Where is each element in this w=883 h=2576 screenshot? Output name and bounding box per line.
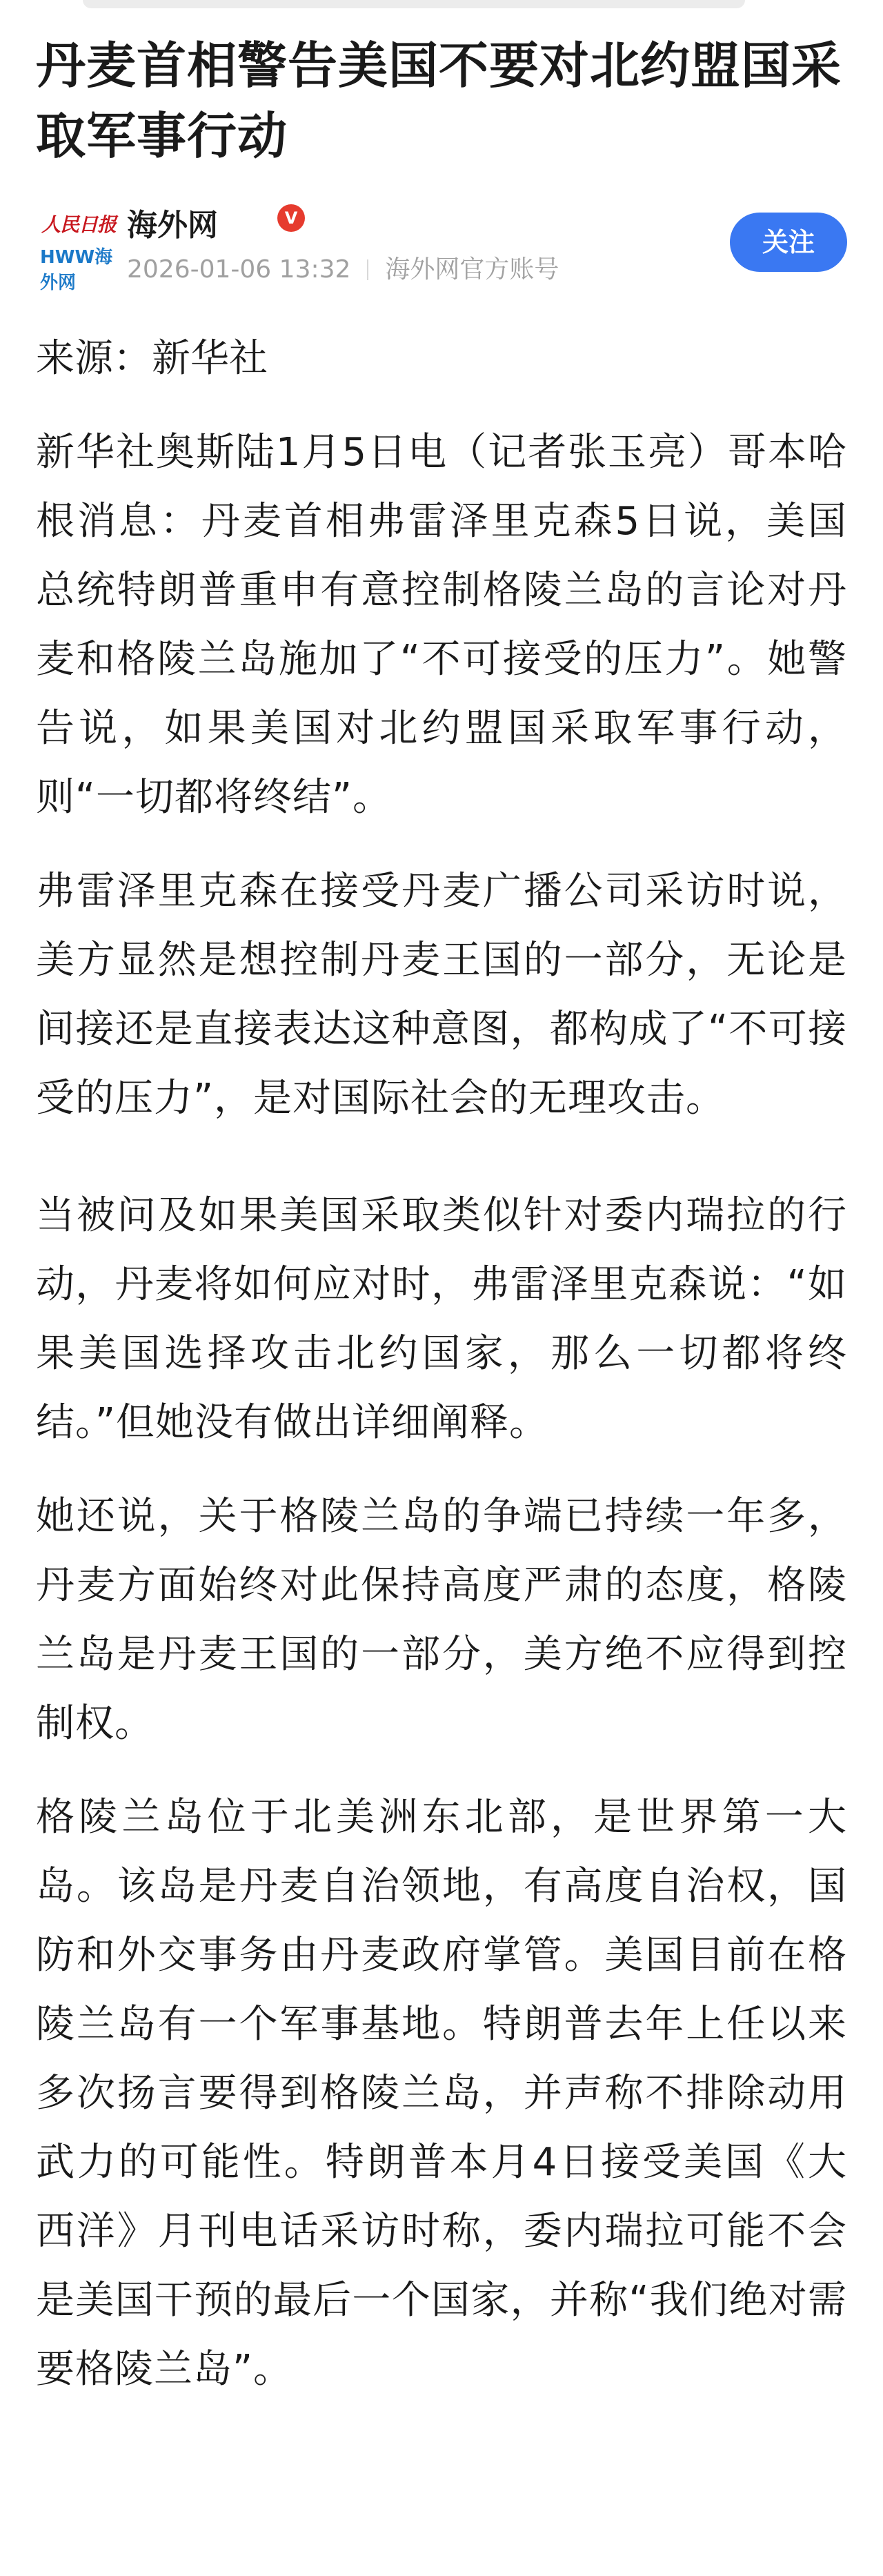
article-source: 来源：新华社 bbox=[36, 336, 268, 381]
article-paragraph: 新华社奥斯陆1月5日电（记者张玉亮）哥本哈根消息：丹麦首相弗雷泽里克森5日说，美国总统特朗普重申有意控制格陵兰岛的言论对丹麦和格陵兰岛施加了“不可接受的压力”。她警告说，如果美国对北约盟国采取军事行动，则“一切都将终结”。 bbox=[36, 430, 847, 820]
article-paragraph: 格陵兰岛位于北美洲东北部，是世界第一大岛。该岛是丹麦自治领地，有高度自治权，国防和外交事务由丹麦政府掌管。美国目前在格陵兰岛有一个军事基地。特朗普去年上任以来多次扬言要得到格陵兰岛，并声称不排除动用武力的可能性。特朗普本月4日接受美国《大西洋》月刊电话采访时称，委内瑞拉可能不会是美国干预的最后一个国家，并称“我们绝对需要格陵兰岛”。 bbox=[36, 1795, 847, 2392]
publish-date: 2026-01-06 13:32 bbox=[127, 255, 351, 284]
verified-icon: V bbox=[277, 204, 305, 232]
logo-people-daily: 人民日报 bbox=[41, 213, 117, 236]
article-paragraph: 她还说，关于格陵兰岛的争端已持续一年多，丹麦方面始终对此保持高度严肃的态度，格陵兰岛是丹麦王国的一部分，美方绝不应得到控制权。 bbox=[36, 1494, 847, 1746]
account-type: 海外网官方账号 bbox=[385, 255, 559, 284]
follow-button[interactable]: 关注 bbox=[730, 213, 847, 272]
article-meta bbox=[127, 250, 559, 285]
author-bar bbox=[36, 195, 847, 298]
article-title: 丹麦首相警告美国不要对北约盟国采取军事行动 bbox=[36, 37, 842, 165]
article-paragraph: 当被问及如果美国采取类似针对委内瑞拉的行动，丹麦将如何应对时，弗雷泽里克森说：“如果美国选择攻击北约国家，那么一切都将终结。”但她没有做出详细阐释。 bbox=[36, 1193, 847, 1445]
top-scroll-strip bbox=[83, 0, 745, 8]
meta-divider bbox=[367, 259, 368, 280]
logo-hww: HWW海外网 bbox=[40, 247, 113, 293]
article bbox=[36, 30, 847, 2404]
author-name[interactable]: 海外网 bbox=[127, 208, 218, 243]
publisher-logo[interactable] bbox=[36, 196, 119, 293]
article-paragraph: 弗雷泽里克森在接受丹麦广播公司采访时说，美方显然是想控制丹麦王国的一部分，无论是间接还是直接表达这种意图，都构成了“不可接受的压力”，是对国际社会的无理攻击。 bbox=[36, 869, 847, 1121]
